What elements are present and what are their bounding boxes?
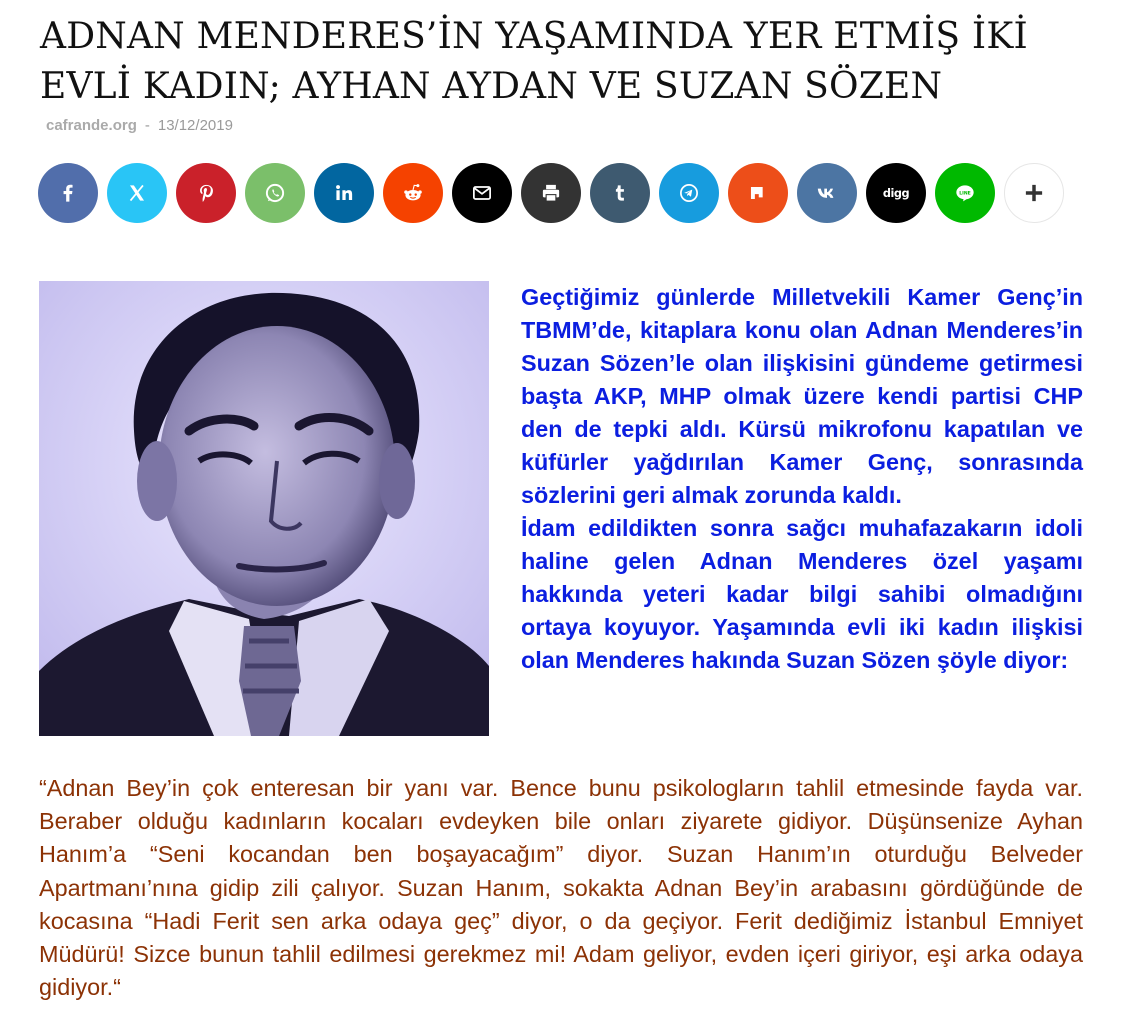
reddit-share-button[interactable] [383, 163, 443, 223]
more-share-button[interactable] [1004, 163, 1064, 223]
tumblr-share-button[interactable] [590, 163, 650, 223]
line-share-button[interactable] [935, 163, 995, 223]
telegram-icon [676, 180, 702, 206]
telegram-share-button[interactable] [659, 163, 719, 223]
x-share-button[interactable] [107, 163, 167, 223]
more-plus-icon [1021, 180, 1047, 206]
portrait-image [39, 281, 489, 736]
pinterest-share-button[interactable] [176, 163, 236, 223]
lead-paragraph: Geçtiğimiz günlerde Milletvekili Kamer Genç’in TBMM’de, kitaplara konu olan Adnan Menderes’in Suzan Sözen’le olan ilişkisini gündeme getirmesi başta AKP, MHP olmak üzere kendi partisi CHP den de tepki aldı. Kürsü mikrofonu kapatılan ve küfürler yağdırılan Kamer Genç, sonrasında sözlerini geri almak zorunda kaldı. [521, 284, 1083, 508]
print-share-button[interactable] [521, 163, 581, 223]
article-title: ADNAN MENDERES’İN YAŞAMINDA YER ETMİŞ İKİ EVLİ KADIN; AYHAN AYDAN VE SUZAN SÖZEN [40, 16, 1028, 107]
facebook-icon [55, 180, 81, 206]
digg-icon [879, 180, 913, 206]
print-icon [538, 180, 564, 206]
whatsapp-share-button[interactable] [245, 163, 305, 223]
vk-share-button[interactable] [797, 163, 857, 223]
digg-share-button[interactable] [866, 163, 926, 223]
facebook-share-button[interactable] [38, 163, 98, 223]
svg-text:digg: digg [882, 185, 910, 200]
email-icon [469, 180, 495, 206]
lead-text [521, 281, 1083, 677]
share-bar [38, 163, 1064, 223]
author-link[interactable]: cafrande.org [46, 117, 137, 134]
linkedin-share-button[interactable] [314, 163, 374, 223]
x-twitter-icon [124, 180, 150, 206]
article-photo [39, 281, 489, 736]
mix-icon [745, 180, 771, 206]
tumblr-icon [607, 180, 633, 206]
svg-text:LINE: LINE [959, 191, 971, 197]
post-meta [46, 116, 233, 136]
lead-paragraph: İdam edildikten sonra sağcı muhafazakarın idoli haline gelen Adnan Menderes özel yaşamı hakkında yeteri kadar bilgi sahibi olmadığını ortaya koyuyor. Yaşamında evli iki kadın ilişkisi olan Menderes hakında Suzan Sözen şöyle diyor: [521, 515, 1083, 673]
whatsapp-icon [262, 180, 288, 206]
vk-icon [814, 180, 840, 206]
post-date: 13/12/2019 [157, 117, 233, 134]
line-icon [952, 180, 978, 206]
mix-share-button[interactable] [728, 163, 788, 223]
quote-paragraph: “Adnan Bey’in çok enteresan bir yanı var. Bence bunu psikologların tahlil etmesinde fayda var. Beraber olduğu kadınların kocaları evdeyken bile onları ziyarete gidiyor. Düşünsenize Ayhan Hanım’a “Seni kocandan ben boşayacağım” diyor. Suzan Hanım’ın oturduğu Belveder Apartmanı’nına gidip zili çalıyor. Suzan Hanım, sokakta Adnan Bey’in arabasını gördüğünde de kocasına “Hadi Ferit sen arka odaya geç” diyor, o da geçiyor. Ferit dediğimiz İstanbul Emniyet Müdürü! Sizce bunun tahlil edilmesi gerekmez mi! Adam geliyor, evden içeri giriyor, eşi arka odaya gidiyor.“ [39, 775, 1083, 1001]
reddit-icon [400, 180, 426, 206]
meta-separator: - [144, 117, 150, 134]
pinterest-icon [193, 180, 219, 206]
email-share-button[interactable] [452, 163, 512, 223]
linkedin-icon [331, 180, 357, 206]
